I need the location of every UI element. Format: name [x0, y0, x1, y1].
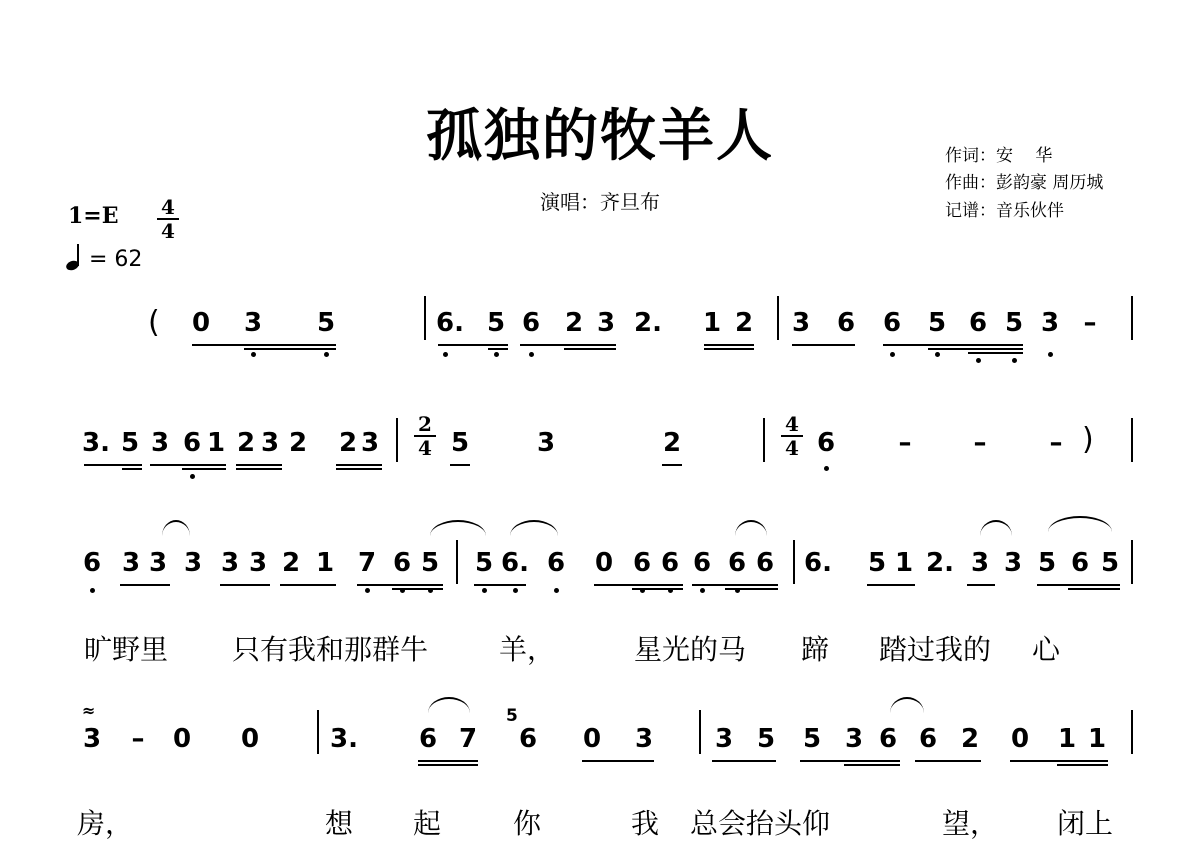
- jianpu-note: 5: [450, 428, 470, 458]
- barline: [1131, 540, 1133, 584]
- beam-underline: [968, 352, 1023, 354]
- sustain-dash: –: [131, 724, 145, 754]
- beam-underline: [418, 764, 478, 766]
- jianpu-note: 6: [518, 724, 538, 754]
- jianpu-note: 3: [183, 548, 203, 578]
- jianpu-note: 6: [878, 724, 898, 754]
- barline: [424, 296, 426, 340]
- jianpu-note: 6: [392, 548, 412, 578]
- jianpu-note: 5: [1004, 308, 1024, 338]
- low-octave-dot: [1012, 358, 1017, 363]
- barline: [777, 296, 779, 340]
- jianpu-note: 5: [420, 548, 440, 578]
- jianpu-note: 5: [316, 308, 336, 338]
- key-signature: 1=E: [68, 203, 119, 229]
- beam-underline: [280, 584, 336, 586]
- jianpu-note: 6: [882, 308, 902, 338]
- beam-underline: [844, 764, 900, 766]
- jianpu-note: 3: [148, 548, 168, 578]
- jianpu-note: 6: [82, 548, 102, 578]
- jianpu-note: 2: [288, 428, 308, 458]
- jianpu-note: 3.: [82, 428, 110, 458]
- barline: [793, 540, 795, 584]
- tempo-marking: = 62: [66, 244, 142, 272]
- jianpu-note: 2: [662, 428, 682, 458]
- lyric-text: 总会抬头仰: [689, 807, 831, 840]
- slur: [430, 520, 486, 536]
- beam-underline: [220, 584, 270, 586]
- jianpu-note: 0: [191, 308, 211, 338]
- jianpu-note: 1: [894, 548, 914, 578]
- jianpu-note: 3: [1040, 308, 1060, 338]
- lyric-text: 望，: [941, 807, 999, 840]
- jianpu-note: 5: [486, 308, 506, 338]
- jianpu-note: 0: [240, 724, 260, 754]
- beam-underline: [392, 588, 443, 590]
- jianpu-note: 0: [172, 724, 192, 754]
- jianpu-note: 5: [474, 548, 494, 578]
- jianpu-note: 5: [1100, 548, 1120, 578]
- jianpu-note: 5: [802, 724, 822, 754]
- beam-underline: [704, 348, 754, 350]
- slur: [428, 697, 470, 713]
- jianpu-note: 3: [596, 308, 616, 338]
- jianpu-note: 6: [182, 428, 202, 458]
- jianpu-note: 7: [458, 724, 478, 754]
- slur: [735, 520, 767, 536]
- jianpu-note: 3: [260, 428, 280, 458]
- jianpu-note: 6: [632, 548, 652, 578]
- sustain-dash: –: [1083, 308, 1097, 338]
- barline: [699, 710, 701, 754]
- jianpu-note: 2: [564, 308, 584, 338]
- beam-underline: [662, 464, 682, 466]
- jianpu-note: 6: [816, 428, 836, 458]
- low-octave-dot: [190, 474, 195, 479]
- jianpu-note: 1: [1087, 724, 1107, 754]
- beam-underline: [150, 464, 226, 466]
- low-octave-dot: [494, 352, 499, 357]
- beam-underline: [336, 464, 382, 466]
- lyric-text: 只有我和那群牛: [231, 633, 429, 666]
- lyric-text: 旷野里: [83, 633, 169, 666]
- slur: [1048, 516, 1112, 532]
- beam-underline: [1010, 760, 1108, 762]
- jianpu-note: 3: [248, 548, 268, 578]
- jianpu-note: 3: [791, 308, 811, 338]
- jianpu-note: 2: [734, 308, 754, 338]
- jianpu-note: 1: [315, 548, 335, 578]
- beam-underline: [236, 468, 282, 470]
- beam-underline: [704, 344, 754, 346]
- beam-underline: [867, 584, 915, 586]
- jianpu-note: 6: [692, 548, 712, 578]
- jianpu-note: 5: [1037, 548, 1057, 578]
- beam-underline: [632, 588, 683, 590]
- jianpu-note: 3: [150, 428, 170, 458]
- jianpu-note: 6: [521, 308, 541, 338]
- low-octave-dot: [824, 466, 829, 471]
- lyricist-credit: 作词：安 华: [945, 146, 1053, 166]
- beam-underline: [928, 348, 1023, 350]
- jianpu-note: 2.: [926, 548, 954, 578]
- low-octave-dot: [554, 588, 559, 593]
- jianpu-note: 0: [582, 724, 602, 754]
- beam-underline: [84, 464, 142, 466]
- beam-underline: [182, 468, 226, 470]
- jianpu-note: 3: [634, 724, 654, 754]
- jianpu-note: 6.: [804, 548, 832, 578]
- jianpu-note: 3: [243, 308, 263, 338]
- jianpu-note: 2.: [634, 308, 662, 338]
- beam-underline: [418, 760, 478, 762]
- lyric-text: 我: [630, 807, 660, 840]
- low-octave-dot: [324, 352, 329, 357]
- singer-credit: 演唱：齐旦布: [540, 190, 660, 214]
- song-title: 孤独的牧羊人: [426, 104, 774, 169]
- time-signature-4-4: 4 4: [779, 413, 805, 459]
- beam-underline: [488, 348, 508, 350]
- slur: [510, 520, 558, 536]
- beam-underline: [236, 464, 282, 466]
- slur: [980, 520, 1012, 536]
- jianpu-note: 2: [960, 724, 980, 754]
- quarter-note-icon: [66, 244, 82, 270]
- jianpu-note: 5: [867, 548, 887, 578]
- low-octave-dot: [251, 352, 256, 357]
- lyric-text: 心: [1031, 633, 1061, 666]
- jianpu-note: 3: [714, 724, 734, 754]
- jianpu-note: 1: [206, 428, 226, 458]
- low-octave-dot: [482, 588, 487, 593]
- lyric-text: 房，: [76, 807, 134, 840]
- jianpu-note: 1: [702, 308, 722, 338]
- beam-underline: [474, 584, 526, 586]
- beam-underline: [712, 760, 776, 762]
- jianpu-note: 0: [1010, 724, 1030, 754]
- low-octave-dot: [700, 588, 705, 593]
- barline: [317, 710, 319, 754]
- beam-underline: [244, 348, 336, 350]
- jianpu-note: 6: [660, 548, 680, 578]
- low-octave-dot: [890, 352, 895, 357]
- barline: [456, 540, 458, 584]
- low-octave-dot: [976, 358, 981, 363]
- beam-underline: [1068, 588, 1120, 590]
- lyric-text: 想: [324, 807, 354, 840]
- beam-underline: [1037, 584, 1120, 586]
- time-signature: 4 4: [155, 196, 181, 242]
- jianpu-note: 2: [338, 428, 358, 458]
- jianpu-note: 3: [82, 724, 102, 754]
- barline: [1131, 710, 1133, 754]
- jianpu-note: 6: [836, 308, 856, 338]
- slur: [890, 697, 924, 713]
- beam-underline: [594, 584, 683, 586]
- time-signature-2-4: 2 4: [412, 413, 438, 459]
- beam-underline: [357, 584, 443, 586]
- lyric-text: 羊，: [498, 633, 556, 666]
- jianpu-note: 0: [594, 548, 614, 578]
- beam-underline: [692, 584, 778, 586]
- transcriber-credit: 记谱：音乐伙伴: [945, 201, 1064, 221]
- jianpu-note: 5: [120, 428, 140, 458]
- jianpu-note: 6: [918, 724, 938, 754]
- close-parenthesis: ): [1082, 422, 1094, 457]
- jianpu-note: 3: [1003, 548, 1023, 578]
- jianpu-note: 5: [756, 724, 776, 754]
- lyric-text: 蹄: [800, 633, 830, 666]
- beam-underline: [725, 588, 778, 590]
- composer-credit: 作曲：彭韵豪 周历城: [945, 173, 1104, 193]
- beam-underline: [582, 760, 654, 762]
- low-octave-dot: [935, 352, 940, 357]
- jianpu-note: 3: [360, 428, 380, 458]
- jianpu-note: 6: [1070, 548, 1090, 578]
- jianpu-note: 7: [357, 548, 377, 578]
- beam-underline: [967, 584, 995, 586]
- low-octave-dot: [529, 352, 534, 357]
- low-octave-dot: [443, 352, 448, 357]
- jianpu-note: 6.: [501, 548, 529, 578]
- barline: [396, 418, 398, 462]
- jianpu-note: 1: [1057, 724, 1077, 754]
- beam-underline: [450, 464, 470, 466]
- sustain-dash: –: [1049, 428, 1063, 458]
- jianpu-note: 3: [970, 548, 990, 578]
- beam-underline: [792, 344, 855, 346]
- jianpu-note: 3: [121, 548, 141, 578]
- open-parenthesis: (: [148, 305, 160, 340]
- beam-underline: [883, 344, 1023, 346]
- jianpu-note: 6.: [436, 308, 464, 338]
- beam-underline: [120, 584, 170, 586]
- beam-underline: [438, 344, 508, 346]
- jianpu-note: 2: [236, 428, 256, 458]
- beam-underline: [520, 344, 616, 346]
- jianpu-note: 6: [546, 548, 566, 578]
- lyric-text: 踏过我的: [878, 633, 992, 666]
- beam-underline: [800, 760, 900, 762]
- beam-underline: [122, 468, 142, 470]
- jianpu-note: 3.: [330, 724, 358, 754]
- jianpu-note: 3: [536, 428, 556, 458]
- jianpu-note: 6: [727, 548, 747, 578]
- jianpu-note: 3: [220, 548, 240, 578]
- jianpu-note: 5: [927, 308, 947, 338]
- beam-underline: [564, 348, 616, 350]
- jianpu-note: 6: [968, 308, 988, 338]
- jianpu-note: 6: [755, 548, 775, 578]
- grace-note: 5: [506, 706, 518, 726]
- low-octave-dot: [513, 588, 518, 593]
- lyric-text: 闭上: [1056, 807, 1114, 840]
- barline: [763, 418, 765, 462]
- beam-underline: [1057, 764, 1108, 766]
- sustain-dash: –: [973, 428, 987, 458]
- jianpu-note: 2: [281, 548, 301, 578]
- lyric-text: 起: [412, 807, 442, 840]
- low-octave-dot: [365, 588, 370, 593]
- mordent-icon: ≈: [82, 701, 96, 720]
- low-octave-dot: [90, 588, 95, 593]
- beam-underline: [192, 344, 336, 346]
- low-octave-dot: [1048, 352, 1053, 357]
- beam-underline: [915, 760, 981, 762]
- barline: [1131, 296, 1133, 340]
- beam-underline: [336, 468, 382, 470]
- sustain-dash: –: [898, 428, 912, 458]
- jianpu-note: 3: [844, 724, 864, 754]
- lyric-text: 星光的马: [633, 633, 747, 666]
- barline: [1131, 418, 1133, 462]
- slur: [162, 520, 190, 536]
- jianpu-note: 6: [418, 724, 438, 754]
- lyric-text: 你: [512, 807, 542, 840]
